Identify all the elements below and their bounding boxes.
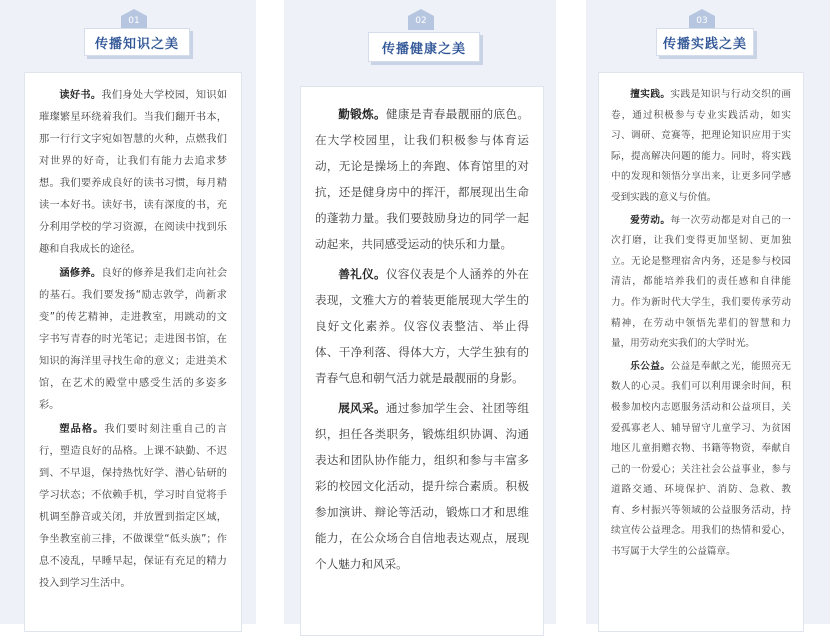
section-number-badge-3 [687, 8, 717, 30]
paragraph-lead: 爱劳动。 [630, 214, 671, 226]
paragraph [611, 211, 791, 355]
section-card-3 [598, 72, 804, 632]
paragraph [39, 263, 227, 417]
section-title-1: 传播知识之美 [84, 28, 190, 56]
section-number: 01 [128, 16, 140, 26]
paragraph-lead: 善礼仪。 [338, 267, 386, 281]
paragraph [315, 261, 529, 391]
paragraph [315, 395, 529, 577]
section-title-2: 传播健康之美 [368, 32, 480, 62]
paragraph [611, 85, 791, 209]
paragraph-text: 健康是青春最靓丽的底色。在大学校园里，让我们积极参与体育运动，无论是操场上的奔跑、体育馆里的对抗，还是健身房中的挥汗，都展现出生命的蓬勃力量。我们要鼓励身边的同学一起动起来，共同感受运动的快乐和力量。 [315, 107, 529, 251]
paragraph-text: 我们身处大学校园，知识如璀璨繁星环绕着我们。当我们翻开书本，那一行行文字宛如智慧的火种，点燃我们对世界的好奇，让我们有能力去追求梦想。我们要养成良好的读书习惯，每月精读一本好书。读好书，读有深度的书，充分利用学校的学习资源，在阅读中找到乐趣和自我成长的途径。 [39, 90, 228, 255]
paragraph-lead: 读好书。 [59, 90, 102, 101]
section-number-badge-1 [119, 8, 149, 30]
paragraph-text: 实践是知识与行动交织的画卷，通过积极参与专业实践活动，如实习、调研、竞赛等，把理论知识应用于实际，提高解决问题的能力。同时，将实践中的发现和领悟分享出来，让更多同学感受到实践的意义与价值。 [611, 89, 792, 203]
paragraph-text: 良好的修养是我们走向社会的基石。我们要发扬“励志敦学，尚新求变”的传艺精神，走进教室，用跳动的文字书写青春的时光笔记；走进图书馆，在知识的海洋里寻找生命的意义；走进美术馆，在艺术的殿堂中感受生活的多姿多彩。 [39, 268, 228, 411]
paragraph-text: 每一次劳动都是对自己的一次打磨，让我们变得更加坚韧、更加独立。无论是整理宿舍内务，还是参与校园清洁，都能培养我们的责任感和自律能力。作为新时代大学生，我们要传承劳动精神，在劳动中领悟先辈们的智慧和力量，用劳动充实我们的大学时光。 [611, 214, 792, 350]
paragraph [315, 101, 529, 257]
section-number-badge-2 [406, 8, 436, 30]
paragraph-lead: 勤锻炼。 [338, 107, 386, 121]
paragraph [611, 357, 791, 563]
paragraph-text: 我们要时刻注重自己的言行，塑造良好的品格。上课不缺勤、不迟到、不早退，保持热忱好学、潜心钻研的学习状态；不依赖手机，学习时自觉将手机调至静音或关闭，并放置到指定区域，争坐教室前三排，不做课堂“低头族”；作息不凌乱，早睡早起，保证有充足的精力投入到学习生活中。 [39, 424, 228, 589]
paragraph [39, 419, 227, 595]
paragraph-lead: 擅实践。 [630, 89, 671, 100]
paragraph-lead: 展风采。 [338, 401, 386, 415]
paragraph-text: 公益是奉献之光，能照亮无数人的心灵。我们可以利用课余时间，积极参加校内志愿服务活动和公益项目，关爱孤寡老人、辅导留守儿童学习、为贫困地区儿童捐赠衣物、书籍等物资，奉献自己的一份爱心；关注社会公益事业，参与道路交通、环境保护、消防、急救、教育、乡村振兴等领域的公益服务活动，持续宣传公益理念。用我们的热情和爱心，书写属于大学生的公益篇章。 [611, 360, 792, 558]
paragraph-lead: 乐公益。 [630, 360, 671, 372]
section-number: 02 [415, 16, 427, 26]
paragraph-lead: 塑品格。 [59, 424, 105, 435]
section-card-2 [300, 86, 544, 636]
paragraph-text: 仪容仪表是个人涵养的外在表现，文雅大方的着装更能展现大学生的良好文化素养。仪容仪表整洁、举止得体、干净利落、得体大方，大学生独有的青春气息和朝气活力就是最靓丽的身影。 [315, 267, 529, 385]
section-number: 03 [696, 16, 708, 26]
paragraph-text: 通过参加学生会、社团等组织，担任各类职务，锻炼组织协调、沟通表达和团队协作能力，组织和参与丰富多彩的校园文化活动，提升综合素质。积极参加演讲、辩论等活动，锻炼口才和思维能力，在公众场合自信地表达观点，展现个人魅力和风采。 [315, 401, 529, 571]
paragraph-lead: 涵修养。 [59, 268, 102, 279]
paragraph [39, 85, 227, 261]
section-title-3: 传播实践之美 [656, 28, 754, 56]
section-card-1 [24, 72, 242, 632]
